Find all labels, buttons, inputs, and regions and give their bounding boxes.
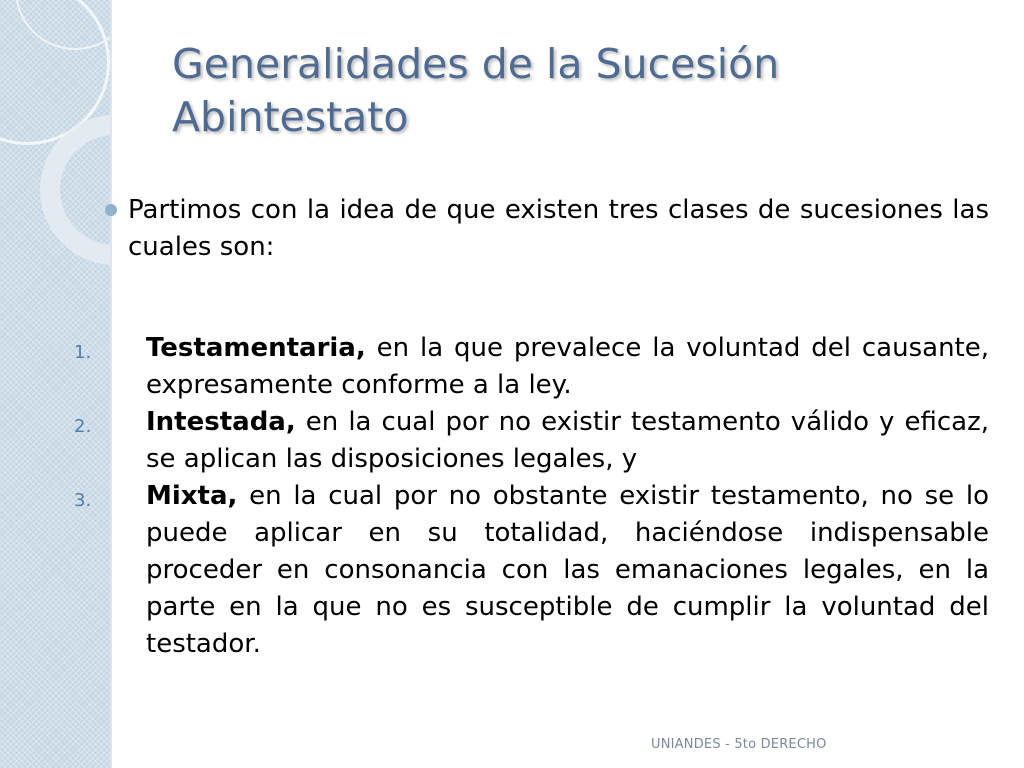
list-item-term: Intestada, [146,407,296,437]
intro-text: Partimos con la idea de que existen tres clases de sucesiones las cuales son: [128,195,989,262]
bullet-icon [105,204,117,216]
list-item-term: Testamentaria, [146,333,366,363]
numbered-list [74,330,989,663]
list-item-text [146,404,989,478]
slide-footer: UNIANDES - 5to DERECHO [651,737,827,752]
list-item-text [146,478,989,663]
list-number: 1. [74,342,92,363]
list-item-body: en la cual por no obstante existir testamento, no se lo puede aplicar en su totalidad, haciéndose indispensable proceder en consonancia con las emanaciones legales, en la parte en la que no es susceptible de cumplir la voluntad del testador. [146,481,989,659]
list-item [74,478,989,663]
list-item-body: en la que prevalece la voluntad del causante, expresamente conforme a la ley. [146,333,989,400]
list-number: 2. [74,416,92,437]
list-item-text [146,330,989,404]
list-number: 3. [74,490,92,511]
slide-title: Generalidades de la Sucesión Abintestato [172,40,780,141]
list-item-term: Mixta, [146,481,238,511]
list-item [74,330,989,404]
list-item [74,404,989,478]
list-item-body: en la cual por no existir testamento válido y eficaz, se aplican las disposiciones legales, y [146,407,989,474]
intro-bullet [105,192,989,266]
